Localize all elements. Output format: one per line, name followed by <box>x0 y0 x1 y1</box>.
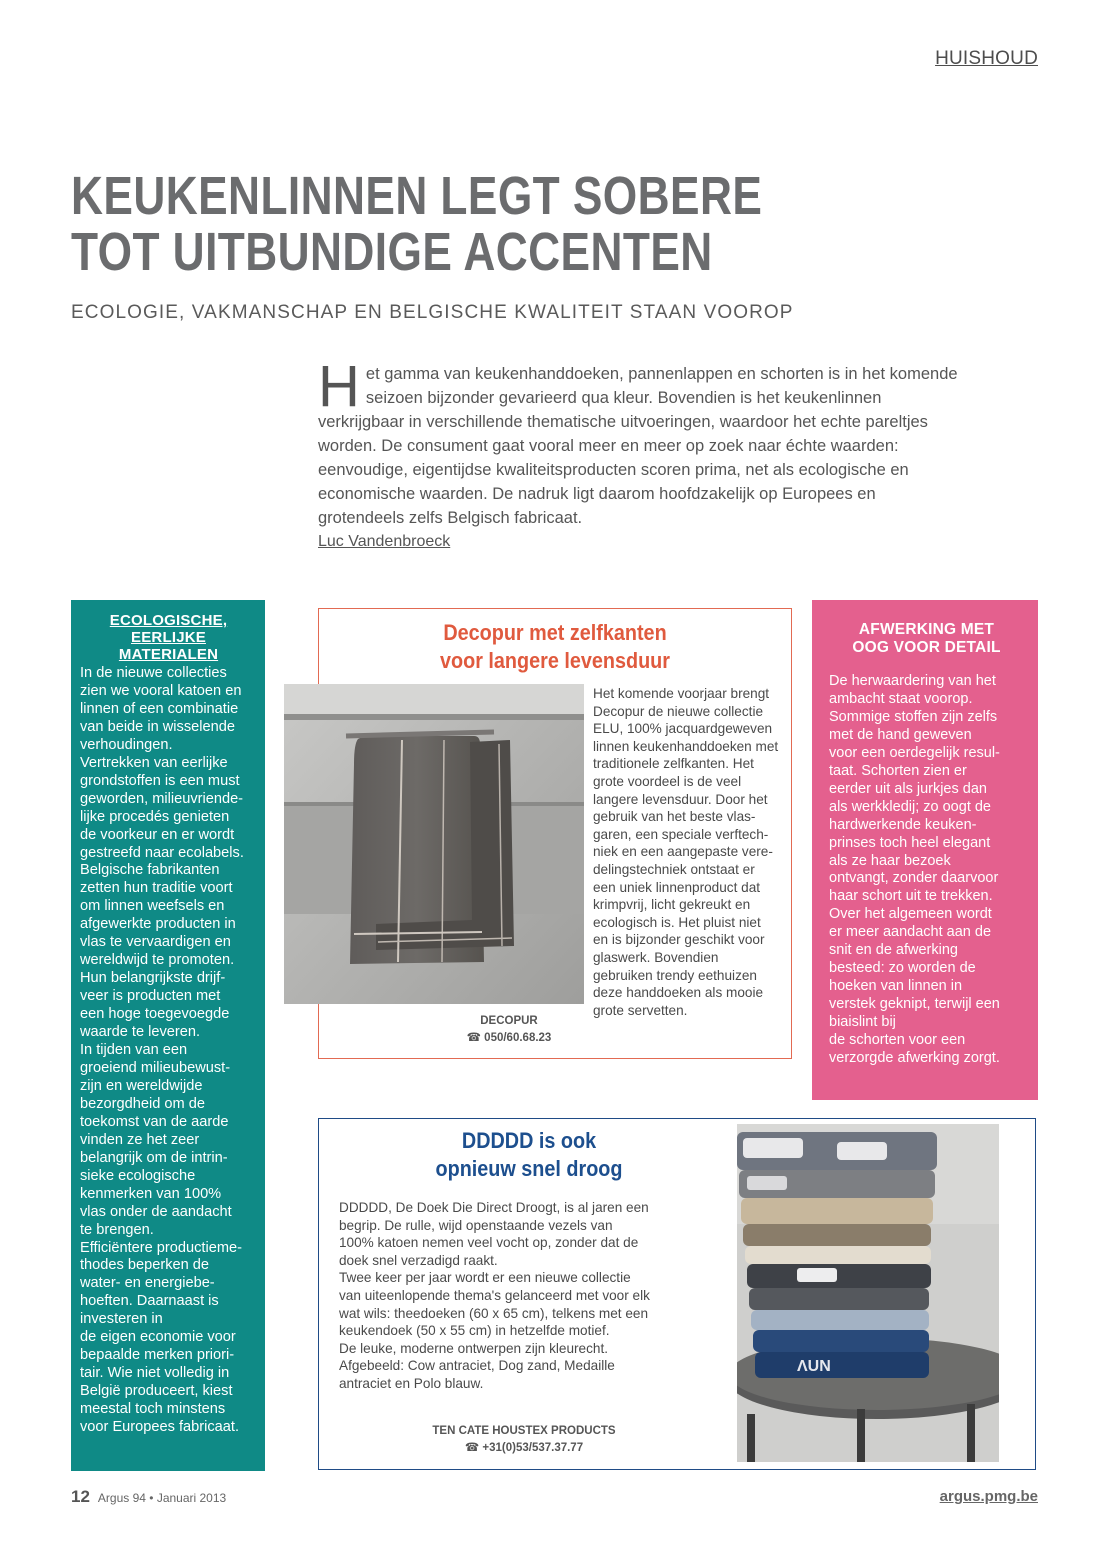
intro-text: et gamma van keukenhanddoeken, pannenlappen en schorten is in het komende seizoen bijzonder gevarieerd qua kleur. Bovendien is het keukenlinnen verkrijgbaar in verschillende thematische uitvoeringen, waardoor het echte pareltjes worden. De consument gaat vooral meer en meer op zoek naar échte waarden: eenvoudige, eigentijdse kwaliteitsproducten scoren prima, net als ecologische en economische waarden. De nadruk ligt daarom hoofdzakelijk op Europees en grotendeels zelfs Belgisch fabricaat. <box>318 365 958 527</box>
ddddd-article <box>318 1118 1036 1470</box>
website-link[interactable]: argus.pmg.be <box>939 1488 1038 1505</box>
headline <box>71 168 875 280</box>
page-footer <box>71 1487 226 1507</box>
decopur-article <box>318 608 792 1059</box>
decopur-body: Het komende voorjaar brengt Decopur de nieuwe collectie ELU, 100% jacquardgeweven linnen keukenhanddoeken met traditionele zelfkanten. Het grote voordeel is de veel langere levensduur. Door het gebruik van het beste vlas- garen, een speciale verftech- niek en een aangepaste vere- delingstechniek ontstaat er een uniek linnenproduct dat krimpvrij, licht gekreukt en ecologisch is. Het pluist niet en is bijzonder geschikt voor glaswerk. Bovendien gebruiken trendy eethuizen deze handdoeken als mooie grote servetten. <box>593 686 779 1018</box>
detail-finishing-box <box>812 600 1038 1100</box>
pink-title <box>829 621 1024 657</box>
section-label[interactable]: HUISHOUD <box>935 48 1038 69</box>
ddddd-title-line-2: opnieuw snel droog <box>435 1156 623 1181</box>
intro-paragraph <box>318 354 958 530</box>
headline-line-1: KEUKENLINNEN LEGT SOBERE <box>71 166 763 226</box>
ecological-materials-sidebar <box>71 600 265 1471</box>
decopur-phone[interactable]: ☎ 050/60.68.23 <box>466 1032 552 1044</box>
svg-text:ΛUN: ΛUN <box>797 1358 831 1375</box>
decopur-title-line-2: voor langere levensduur <box>440 648 670 673</box>
ddddd-contact <box>399 1423 649 1457</box>
ddddd-phone[interactable]: ☎ +31(0)53/537.37.77 <box>464 1442 584 1454</box>
decopur-title-line-1: Decopur met zelfkanten <box>443 620 667 645</box>
sidebar-title: ECOLOGISCHE, EERLIJKE MATERIALEN <box>109 612 228 663</box>
ddddd-title-line-1: DDDDD is ook <box>461 1128 597 1153</box>
headline-line-2: TOT UITBUNDIGE ACCENTEN <box>71 222 713 282</box>
towel-stack-photo <box>737 1124 999 1462</box>
issue-info: Argus 94 • Januari 2013 <box>97 1491 227 1505</box>
pink-body: De herwaardering van het ambacht staat voorop. Sommige stoffen zijn zelfs met de hand geweven voor een oerdegelijk resul- taat. Schorten zien er eerder uit als jurkjes dan als werkkledij; zo oogt de hardwerkende keuken- prinses toch heel elegant als ze haar bezoek ontvangt, zonder daarvoor haar schort uit te trekken. Over het algemeen wordt er meer aandacht aan de snit en de afwerking besteed: zo worden de hoeken van linnen in verstek geknipt, terwijl een biaislint bij de schorten voor een verzorgde afwerking zorgt. <box>829 673 1000 1067</box>
decopur-title <box>343 619 768 675</box>
decopur-company: DECOPUR <box>480 1015 538 1027</box>
pink-title-line-1: AFWERKING MET <box>858 621 995 638</box>
author-byline[interactable]: Luc Vandenbroeck <box>318 533 451 550</box>
drop-cap: H <box>318 354 360 419</box>
sidebar-body: In de nieuwe collecties zien we vooral katoen en linnen of een combinatie van beide in wisselende verhoudingen. Vertrekken van eerlijke grondstoffen is een must geworden, milieuvriende- lijke procedés genieten de voorkeur en er wordt gestreefd naar ecolabels. Belgische fabrikanten zetten hun traditie voort om linnen weefsels en afgewerkte producten in vlas te vervaardigen en wereldwijd te promoten. Hun belangrijkste drijf- veer is producten met een hoge toegevoegde waarde te leveren. In tijden van een groeiend milieubewust- zijn en wereldwijde bezorgdheid om de toekomst van de aarde vinden ze het zeer belangrijk om de intrin- sieke ecologische kenmerken van 100% vlas onder de aandacht te brengen. Efficiëntere productieme- thodes beperken de water- en energiebe- hoeften. Daarnaast is investeren in de eigen economie voor bepaalde merken priori- tair. Wie niet volledig in België produceert, kiest meestal toch minstens voor Europees fabricaat. <box>80 665 244 1436</box>
page-number: 12 <box>71 1487 90 1506</box>
subheadline: ECOLOGIE, VAKMANSCHAP EN BELGISCHE KWALITEIT STAAN VOOROP <box>71 302 794 323</box>
pink-title-line-2: OOG VOOR DETAIL <box>852 639 1001 656</box>
ddddd-body: DDDDD, De Doek Die Direct Droogt, is al jaren een begrip. De rulle, wijd openstaande vezels van 100% katoen nemen veel vocht op, zonder dat de doek snel verzadigd raakt. Twee keer per jaar wordt er een nieuwe collectie van uiteenlopende thema's gelanceerd met voor elk wat wils: theedoeken (60 x 65 cm), telkens met een keukendoek (50 x 55 cm) in hetzelfde motief. De leuke, moderne ontwerpen zijn kleurecht. Afgebeeld: Cow antraciet, Dog zand, Medaille antraciet en Polo blauw. <box>339 1200 650 1391</box>
ddddd-company: TEN CATE HOUSTEX PRODUCTS <box>432 1425 616 1437</box>
ddddd-title <box>340 1127 718 1183</box>
kitchen-towel-photo <box>284 684 584 1004</box>
decopur-contact <box>449 1013 569 1047</box>
